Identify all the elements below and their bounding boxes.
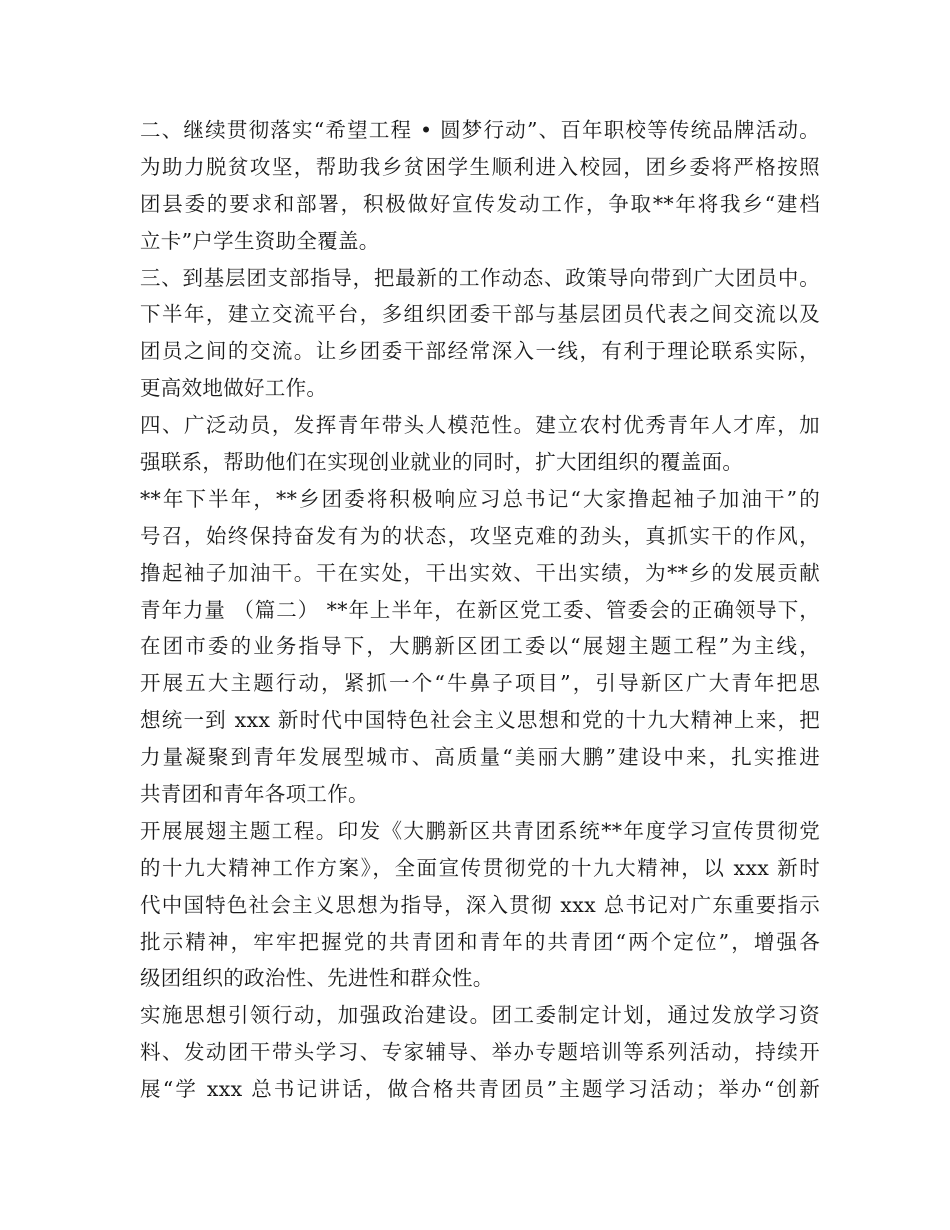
text-line: 代中国特色社会主义思想为指导，深入贯彻 xxx 总书记对广东重要指示 bbox=[140, 892, 820, 917]
text-line: 团员之间的交流。让乡团委干部经常深入一线，有利于理论联系实际， bbox=[140, 339, 820, 364]
text-line: 立卡”户学生资助全覆盖。 bbox=[140, 228, 380, 253]
text-line: 的十九大精神工作方案》，全面宣传贯彻党的十九大精神，以 xxx 新时 bbox=[140, 855, 820, 880]
text-line: 团县委的要求和部署，积极做好宣传发动工作，争取**年将我乡“建档 bbox=[140, 191, 820, 216]
text-line: 料、发动团干带头学习、专家辅导、举办专题培训等系列活动，持续开 bbox=[140, 1040, 820, 1065]
text-line: 为助力脱贫攻坚，帮助我乡贫困学生顺利进入校园，团乡委将严格按照 bbox=[140, 154, 820, 179]
text-line: 在团市委的业务指导下，大鹏新区团工委以“展翅主题工程”为主线， bbox=[140, 634, 820, 659]
text-line: 强联系，帮助他们在实现创业就业的同时，扩大团组织的覆盖面。 bbox=[140, 450, 744, 475]
text-line: 号召，始终保持奋发有为的状态，攻坚克难的劲头，真抓实干的作风， bbox=[140, 523, 820, 548]
text-line: 撸起袖子加油干。干在实处，干出实效、干出实绩，为**乡的发展贡献 bbox=[140, 560, 820, 585]
text-line: 下半年，建立交流平台，多组织团委干部与基层团员代表之间交流以及 bbox=[140, 302, 820, 327]
document-body bbox=[140, 112, 820, 1108]
text-line: 二、继续贯彻落实“希望工程 • 圆梦行动”、百年职校等传统品牌活动。 bbox=[140, 118, 820, 142]
text-line: 展“学 xxx 总书记讲话，做合格共青团员”主题学习活动；举办“创新 bbox=[140, 1077, 820, 1102]
text-line: 批示精神，牢牢把握党的共青团和青年的共青团“两个定位”，增强各 bbox=[140, 929, 820, 954]
text-line: 更高效地做好工作。 bbox=[140, 376, 328, 401]
text-line: **年下半年，**乡团委将积极响应习总书记“大家撸起袖子加油干”的 bbox=[140, 486, 820, 511]
text-line: 共青团和青年各项工作。 bbox=[140, 782, 369, 807]
text-line: 力量凝聚到青年发展型城市、高质量“美丽大鹏”建设中来，扎实推进 bbox=[140, 745, 820, 770]
text-line: 四、广泛动员，发挥青年带头人模范性。建立农村优秀青年人才库，加 bbox=[140, 413, 820, 438]
text-line: 青年力量 （篇二） **年上半年，在新区党工委、管委会的正确领导下， bbox=[140, 597, 820, 622]
text-line: 开展展翅主题工程。印发《大鹏新区共青团系统**年度学习宣传贯彻党 bbox=[140, 818, 820, 843]
text-line: 开展五大主题行动，紧抓一个“牛鼻子项目”，引导新区广大青年把思 bbox=[140, 671, 820, 696]
text-line: 实施思想引领行动，加强政治建设。团工委制定计划，通过发放学习资 bbox=[140, 1003, 820, 1028]
text-line: 三、到基层团支部指导，把最新的工作动态、政策导向带到广大团员中。 bbox=[140, 265, 820, 290]
text-line: 级团组织的政治性、先进性和群众性。 bbox=[140, 966, 494, 991]
text-line: 想统一到 xxx 新时代中国特色社会主义思想和党的十九大精神上来，把 bbox=[140, 708, 820, 733]
